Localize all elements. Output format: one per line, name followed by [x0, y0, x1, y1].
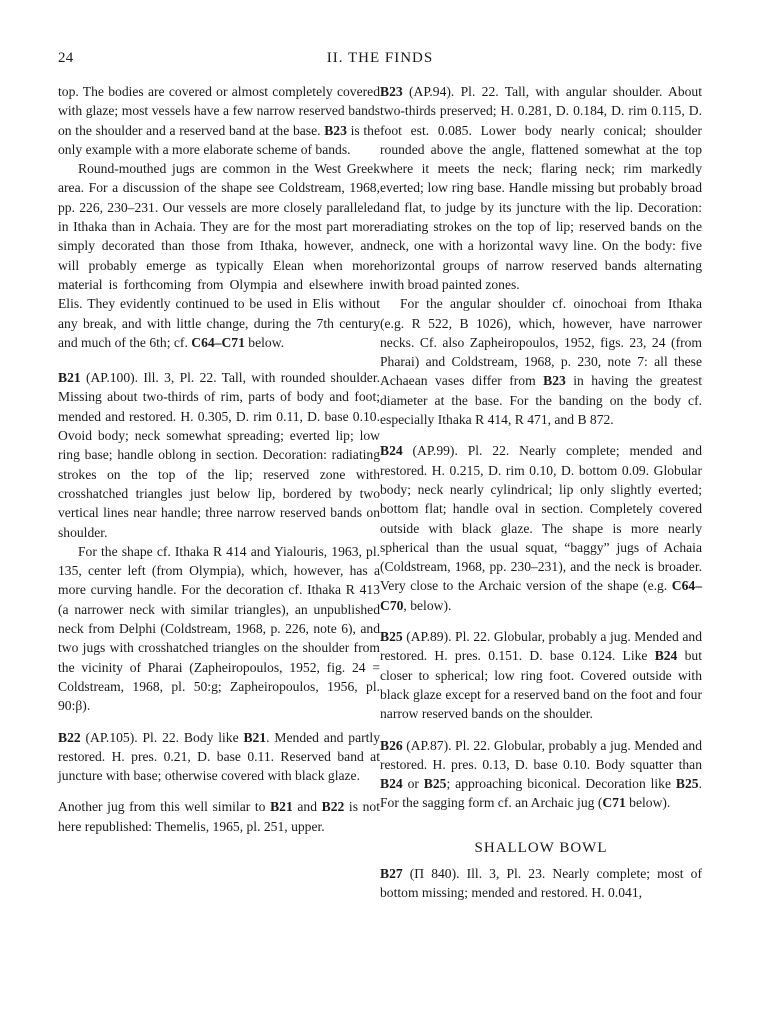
entry-b27: B27 (Π 840). Ill. 3, Pl. 23. Nearly complete; most of bottom missing; mended and restored. H. 0.041,	[380, 865, 702, 901]
paragraph-intro: top. The bodies are covered or almost completely covered with glaze; most vessels have a few narrow reserved bands on the shoulder and a reserved band at the base. B23 is the only example with a more elaborate scheme of bands.	[58, 84, 380, 157]
section-heading: SHALLOW BOWL	[474, 839, 608, 856]
entry-b24: B24 (AP.99). Pl. 22. Nearly complete; mended and restored. H. 0.215, D. rim 0.10, D. bottom 0.09. Globular body; neck nearly cylindrical; lip only slightly everted; bottom flat; handle oval in section. Completely covered outside with black glaze. The shape is more nearly spherical than the usual squat, “baggy” jugs of Achaia (Coldstream, 1968, pp. 230–231), and the neck is broader. Very close to the Archaic version of the shape (e.g. C64–C70, below).	[380, 443, 702, 613]
right-column	[380, 82, 702, 903]
entry-b21-note: For the shape cf. Ithaka R 414 and Yialouris, 1963, pl. 135, center left (from Olympia), which, however, has a more curving handle. For the decoration cf. Ithaka R 413 (a narrower neck with similar triangles), an unpublished neck from Delphi (Coldstream, 1968, p. 226, note 6), and two jugs with crosshatched triangles on the shoulder from the vicinity of Pharai (Zapheiropoulos, 1952, fig. 24 = Coldstream, 1968, pl. 50:g; Zapheiropoulos, 1956, pl. 90:β).	[58, 543, 380, 714]
entry-b26: B26 (AP.87). Pl. 22. Globular, probably a jug. Mended and restored. H. pres. 0.13, D. base 0.10. Body squatter than B24 or B25; approaching biconical. Decoration like B25. For the sagging form cf. an Archaic jug (C71 below).	[380, 737, 702, 811]
entry-label: B22	[58, 729, 81, 745]
page-header	[58, 50, 702, 74]
entry-label: B24	[380, 443, 403, 459]
catalog-ref: B25	[675, 776, 699, 792]
page-number: 24	[58, 50, 74, 66]
entry-b25: B25 (AP.89). Pl. 22. Globular, probably a jug. Mended and restored. H. pres. 0.151. D. base 0.124. Like B24 but closer to spherical; low ring foot. Covered outside with black glaze except for a reserved band on the foot and four narrow reserved bands on the shoulder.	[380, 629, 702, 722]
catalog-ref: B24	[380, 776, 403, 792]
paragraph-discussion: Round-mouthed jugs are common in the West Greek area. For a discussion of the shape see Coldstream, 1968, pp. 226, 230–231. Our vessels are more closely paralleled in Ithaka than in Achaia. They are for the most part more simply decorated than those from Ithaka, however, and will probably emerge as typically Elean when more material is forthcoming from Olympia and elsewhere in Elis. They evidently continued to be used in Elis without any break, and with little change, during the 7th century and much of the 6th; cf. C64–C71 below.	[58, 161, 380, 350]
entry-label: B27	[380, 865, 403, 881]
catalog-ref: B23	[324, 122, 347, 138]
catalog-ref: B21	[243, 729, 267, 745]
catalog-ref: C64–C70	[380, 578, 702, 613]
catalog-ref: B24	[654, 648, 678, 664]
note-another-jug: Another jug from this well similar to B21 and B22 is not here republished: Themelis, 1965, pl. 251, upper.	[58, 799, 380, 834]
entry-b21: B21 (AP.100). Ill. 3, Pl. 22. Tall, with rounded shoulder. Missing about two-thirds of rim, parts of body and foot; mended and restored. H. 0.305, D. rim 0.11, D. base 0.10. Ovoid body; neck somewhat spreading; everted lip; low ring base; handle oblong in section. Decoration: radiating strokes on the top of the lip; reserved zone with crosshatched triangles just below lip, bordered by two vertical lines near handle; three narrow reserved bands on shoulder.	[58, 370, 380, 540]
entry-label: B21	[58, 370, 81, 386]
running-title: II. THE FINDS	[326, 50, 434, 66]
catalog-ref: B25	[423, 776, 447, 792]
catalog-ref: C64–C71	[191, 334, 245, 350]
catalog-ref: B21	[270, 799, 293, 815]
catalog-ref: B22	[321, 799, 345, 815]
entry-label: B25	[380, 629, 403, 645]
entry-b22: B22 (AP.105). Pl. 22. Body like B21. Mended and partly restored. H. pres. 0.21, D. base 0.11. Reserved band at juncture with base; otherwise covered with black glaze.	[58, 729, 380, 784]
catalog-ref: B23	[543, 373, 566, 389]
entry-label: B26	[380, 737, 403, 753]
entry-b23: B23 (AP.94). Pl. 22. Tall, with angular shoulder. About two-thirds preserved; H. 0.281, D. 0.184, D. rim 0.115, D. foot est. 0.085. Lower body nearly conical; shoulder rounded above the angle, flattened somewhat at the top where it meets the neck; flaring neck; rim markedly everted; low ring base. Handle missing but probably broad and flat, to judge by its juncture with the lip. Decoration: radiating strokes on the top of lip; reserved bands on the neck, one with a horizontal wavy line. On the body: five horizontal groups of narrow reserved bands alternating with broad painted zones.	[380, 84, 702, 292]
catalog-ref: C71	[602, 795, 626, 811]
entry-label: B23	[380, 84, 403, 99]
left-column	[58, 82, 380, 836]
entry-b23-note: For the angular shoulder cf. oinochoai from Ithaka (e.g. R 522, B 1026), which, however, have narrower necks. Cf. also Zapheiropoulos, 1952, figs. 23, 24 (from Pharai) and Coldstream, 1968, p. 230, note 7: all these Achaean vases differ from B23 in having the greatest diameter at the base. For the banding on the body cf. especially Ithaka R 414, R 471, and B 872.	[380, 296, 703, 428]
